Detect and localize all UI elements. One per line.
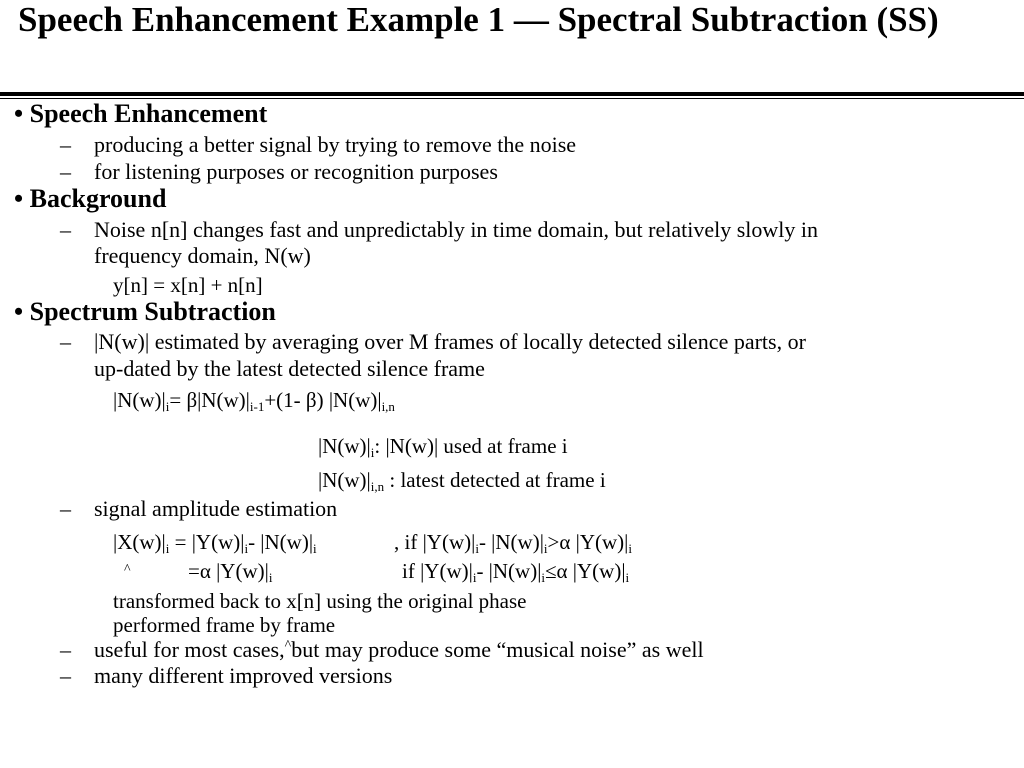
eq-term: ≤α |Y(w)| xyxy=(545,559,626,583)
eq-subscript: i xyxy=(628,541,632,556)
eq-term: =α |Y(w)| xyxy=(188,559,269,583)
eq-subscript: i xyxy=(165,399,170,414)
heading-speech-enhancement xyxy=(14,101,267,127)
equation-noise-update xyxy=(113,387,395,413)
heading-text: Spectrum Subtraction xyxy=(29,297,276,326)
eq-term: - |N(w)| xyxy=(478,530,544,554)
eq-subscript: i xyxy=(165,541,170,556)
eq-term: - |N(w)| xyxy=(248,530,314,554)
eq-term: |N(w)| xyxy=(318,434,371,458)
note-phase: transformed back to x[n] using the original phase xyxy=(113,589,527,613)
heading-background xyxy=(14,186,166,212)
eq-term: , if |Y(w)| xyxy=(394,530,476,554)
eq-subscript: i-1 xyxy=(249,399,265,414)
eq-subscript: i xyxy=(475,541,479,556)
eq-term: : latest detected at frame i xyxy=(384,468,606,492)
dash-icon: – xyxy=(60,217,71,242)
dash-icon: – xyxy=(60,637,71,662)
sub-item-text: for listening purposes or recognition purposes xyxy=(94,159,498,184)
eq-subscript: i xyxy=(543,541,548,556)
slide-title: Speech Enhancement Example 1 — Spectral Subtraction (SS) xyxy=(18,0,939,39)
eq-subscript: i xyxy=(268,570,273,585)
equation-amplitude-condition xyxy=(394,529,632,555)
eq-term: : |N(w)| used at frame i xyxy=(374,434,568,458)
heading-text: Background xyxy=(29,184,167,213)
eq-term: >α |Y(w)| xyxy=(547,530,629,554)
heading-spectrum-subtraction xyxy=(14,299,276,325)
definition-frame-noise xyxy=(318,433,568,459)
eq-term: |N(w)| xyxy=(113,388,166,412)
eq-term: = β|N(w)| xyxy=(169,388,250,412)
sub-item-continuation: frequency domain, N(w) xyxy=(94,243,311,268)
equation-amplitude-floor xyxy=(188,558,272,584)
eq-subscript: i xyxy=(244,541,249,556)
eq-subscript: i xyxy=(313,541,317,556)
note-frame: performed frame by frame xyxy=(113,613,336,637)
dash-icon: – xyxy=(60,663,71,688)
eq-subscript: i,n xyxy=(381,399,395,414)
eq-subscript: i xyxy=(625,570,630,585)
bullet-icon: • xyxy=(14,297,24,326)
definition-latest-noise xyxy=(318,467,606,493)
sub-item-text: signal amplitude estimation xyxy=(94,496,338,521)
eq-subscript: i xyxy=(541,570,546,585)
sub-item-text: producing a better signal by trying to remove the noise xyxy=(94,132,577,157)
dash-icon: – xyxy=(60,329,71,354)
bullet-icon: • xyxy=(14,99,24,128)
sub-item-continuation: up-dated by the latest detected silence frame xyxy=(94,356,485,381)
hat-mark: ^ xyxy=(124,562,131,577)
dash-icon: – xyxy=(60,132,71,157)
eq-term: - |N(w)| xyxy=(476,559,542,583)
eq-subscript: i xyxy=(370,445,375,460)
eq-term: if |Y(w)| xyxy=(402,559,473,583)
eq-term: = |Y(w)| xyxy=(169,530,245,554)
heading-text: Speech Enhancement xyxy=(29,99,268,128)
equation-signal-model: y[n] = x[n] + n[n] xyxy=(113,273,263,297)
title-divider-thick xyxy=(0,92,1024,96)
eq-term: |N(w)| xyxy=(318,468,371,492)
equation-floor-condition xyxy=(402,558,629,584)
hat-mark: ^ xyxy=(284,638,292,653)
equation-amplitude-lhs xyxy=(113,529,317,555)
sub-item-text: many different improved versions xyxy=(94,663,393,688)
sub-item-text-b: but may produce some “musical noise” as well xyxy=(291,637,704,662)
sub-item-text: Noise n[n] changes fast and unpredictably in time domain, but relatively slowly in xyxy=(94,217,818,242)
bullet-icon: • xyxy=(14,184,24,213)
eq-subscript: i xyxy=(472,570,477,585)
sub-item-text: |N(w)| estimated by averaging over M frames of locally detected silence parts, or xyxy=(94,329,806,354)
dash-icon: – xyxy=(60,159,71,184)
dash-icon: – xyxy=(60,496,71,521)
eq-subscript: i,n xyxy=(370,479,385,494)
eq-term: +(1- β) |N(w)| xyxy=(264,388,382,412)
sub-item-text-a: useful for most cases, xyxy=(94,637,285,662)
eq-term: |X(w)| xyxy=(113,530,166,554)
